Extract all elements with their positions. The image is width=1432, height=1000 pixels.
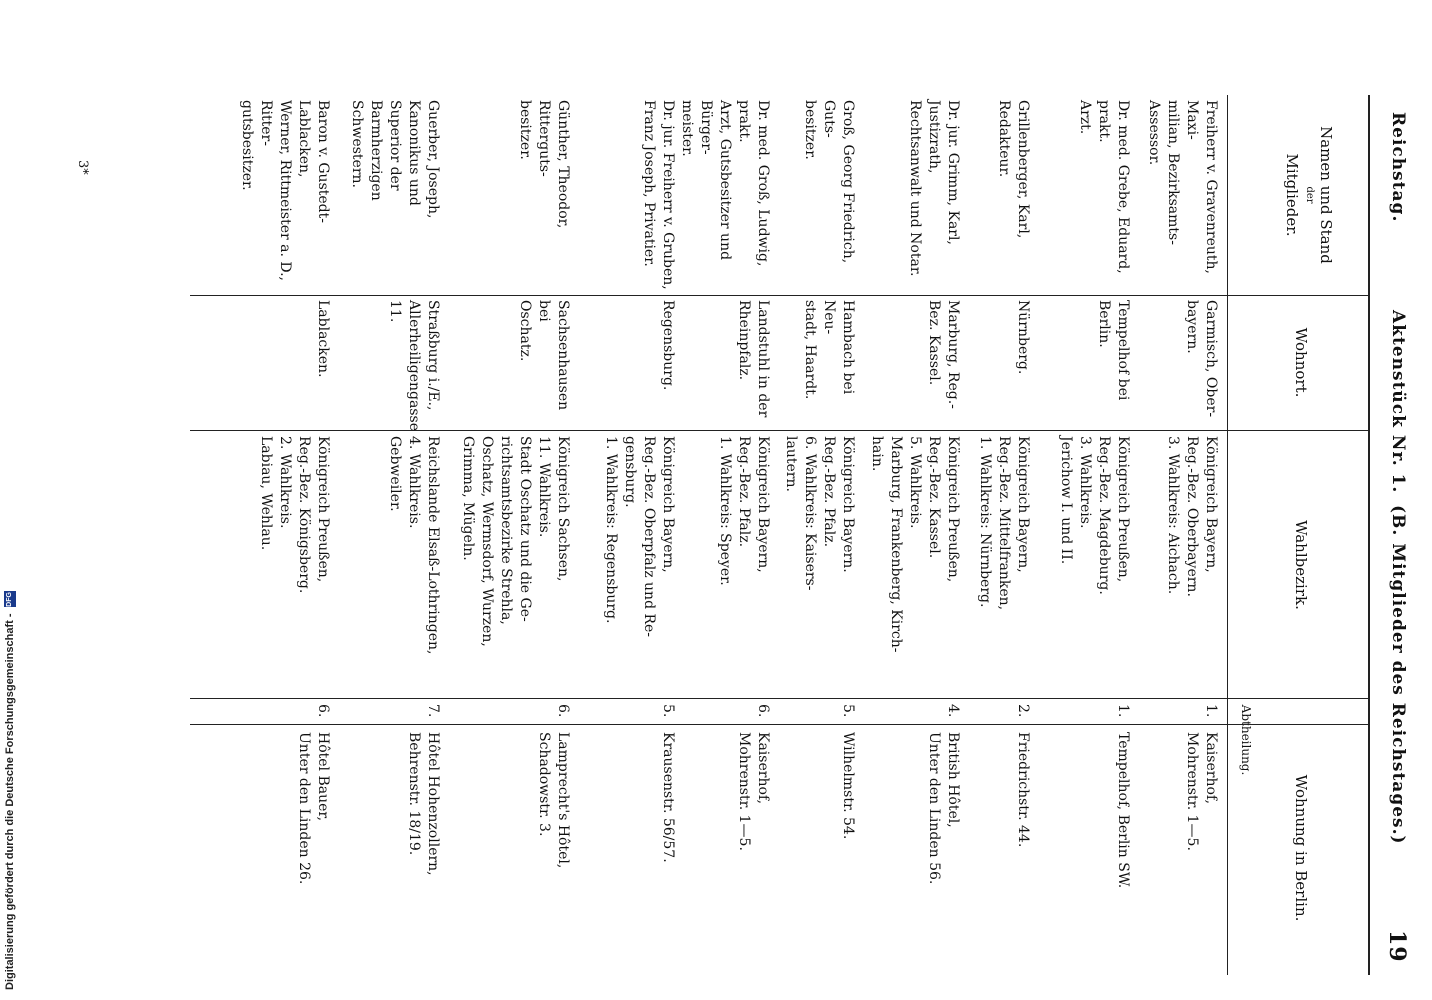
row-5-wahlbezirk: Königreich Bayern. Reg.-Bez. Pfalz. 6. Wahlkreis: Kaisers- lautern. <box>783 436 856 591</box>
column-divider <box>190 698 1370 699</box>
row-9-wohnung: Hôtel Hohenzollern, Behrenstr. 18/19. <box>406 732 441 876</box>
row-4-name: Dr. jur. Grimm, Karl, Justizrath, Rechtsanwalt und Notar. <box>907 100 961 277</box>
row-3-wohnort: Nürnberg. <box>1015 300 1031 375</box>
row-7-wohnort: Regensburg. <box>660 300 676 391</box>
row-6-name: Dr. med. Groß, Ludwig, prakt. Arzt, Gutsbesitzer und Bürger- meister. <box>679 100 771 267</box>
row-6-wahlbezirk: Königreich Bayern, Reg.-Bez. Pfalz. 1. Wahlkreis: Speyer. <box>717 436 771 586</box>
row-1-abtheilung: 1. <box>1203 704 1219 718</box>
row-10-wahlbezirk: Königreich Preußen, Reg.-Bez. Königsberg. 2. Wahlkreis. Labiau, Wehlau. <box>258 436 331 594</box>
row-1-wahlbezirk: Königreich Bayern, Reg.-Bez. Oberbayern. 3. Wahlkreis: Aichach. <box>1165 436 1219 597</box>
row-1-name: Freiherr v. Gravenreuth, Maxi- milian, Bezirksamts-Assessor. <box>1146 100 1219 274</box>
row-10-wohnort: Lablacken. <box>315 300 331 378</box>
row-9-abtheilung: 7. <box>425 704 441 718</box>
row-7-name: Dr. jur. Freiherr v. Gruben, Franz Joseph, Privatier. <box>641 100 676 290</box>
row-2-abtheilung: 1. <box>1115 704 1131 718</box>
row-4-wohnung: British Hôtel, Unter den Linden 56. <box>926 732 961 885</box>
digitization-note: Digitalisierung gefördert durch die Deutsche Forschungsgemeinschaft - DFG <box>4 592 16 990</box>
column-divider <box>190 430 1370 431</box>
row-2-wohnort: Tempelhof bei Berlin. <box>1096 300 1131 401</box>
column-head-wohnort: Wohnort. <box>1292 327 1310 398</box>
row-3-name: Grillenberger, Karl, Redakteur. <box>996 100 1031 239</box>
row-8-abtheilung: 6. <box>555 704 571 718</box>
header-middle: Aktenstück Nr. 1. <box>1388 310 1408 494</box>
column-head-name: Namen und Stand der Mitglieder. <box>1283 126 1335 264</box>
row-3-abtheilung: 2. <box>1015 704 1031 718</box>
column-head-wahlbezirk: Wahlbezirk. <box>1292 520 1310 610</box>
row-8-wohnung: Lamprecht's Hôtel, Schadowstr. 3. <box>536 732 571 869</box>
row-4-abtheilung: 4. <box>945 704 961 718</box>
column-divider <box>190 295 1370 296</box>
row-7-wahlbezirk: Königreich Bayern, Reg.-Bez. Oberpfalz und Re- gensburg. 1. Wahlkreis: Regensburg. <box>603 436 676 638</box>
row-8-wohnort: Sachsenhausen bei Oschatz. <box>517 300 571 411</box>
page-number: 19 <box>1384 930 1410 963</box>
row-1-wohnort: Garmisch, Ober- bayern. <box>1184 300 1219 418</box>
row-5-wohnort: Hambach bei Neu- stadt, Haardt. <box>802 300 856 400</box>
row-1-wohnung: Kaiserhof, Mohrenstr. 1—5. <box>1184 732 1219 851</box>
row-5-wohnung: Wilhelmstr. 54. <box>840 732 856 840</box>
header-rule <box>1368 95 1370 975</box>
row-2-name: Dr. med. Grebe, Eduard, prakt. Arzt. <box>1077 100 1131 274</box>
header-right: (B. Mitglieder des Reichstages.) <box>1388 505 1408 845</box>
row-5-name: Groß, Georg Friedrich, Guts- besitzer. <box>802 100 856 264</box>
signature-mark: 3* <box>75 160 90 175</box>
row-9-wohnort: Straßburg i./E., Allerheiligengasse 11. <box>387 300 441 432</box>
row-2-wahlbezirk: Königreich Preußen, Reg.-Bez. Magdeburg. 3. Wahlkreis. Jerichow I. und II. <box>1058 436 1131 595</box>
row-7-abtheilung: 5. <box>660 704 676 718</box>
column-head-rule <box>1227 95 1228 975</box>
row-3-wohnung: Friedrichstr. 44. <box>1015 732 1031 848</box>
column-divider <box>190 724 1370 725</box>
row-10-name: Baron v. Gustedt-Lablacken, Werner, Rittmeister a. D., Ritter- gutsbesitzer. <box>239 100 331 282</box>
header-left: Reichstag. <box>1388 112 1408 223</box>
row-9-name: Guerber, Joseph, Kanonikus und Superior der Barmherzigen Schwestern. <box>349 100 441 219</box>
column-head-abtheilung: Abtheilung. <box>1239 704 1253 776</box>
row-4-wohnort: Marburg, Reg.- Bez. Kassel. <box>926 300 961 409</box>
dfg-logo: DFG <box>4 591 16 607</box>
row-8-name: Günther, Theodor, Ritterguts- besitzer. <box>517 100 571 229</box>
row-6-wohnort: Landstuhl in der Rheinpfalz. <box>736 300 771 418</box>
running-header <box>1374 0 1414 1000</box>
row-2-wohnung: Tempelhof, Berlin SW. <box>1115 732 1131 889</box>
row-8-wahlbezirk: Königreich Sachsen, 11. Wahlkreis. Stadt Oschatz und die Ge- richtsamtsbezirke Strehla, Oschatz, Wermsdorf, Wurzen, Grimma, Mügeln. <box>460 436 571 647</box>
row-10-wohnung: Hôtel Bauer, Unter den Linden 26. <box>296 732 331 885</box>
column-head-wohnung: Wohnung in Berlin. <box>1292 774 1310 922</box>
row-6-abtheilung: 6. <box>755 704 771 718</box>
row-4-wahlbezirk: Königreich Preußen, Reg.-Bez. Kassel. 5. Wahlkreis. Marburg, Frankenberg, Kirch- hain. <box>869 436 961 653</box>
row-9-wahlbezirk: Reichslande Elsaß-Lothringen, 4. Wahlkreis. Gebweiler. <box>387 436 441 655</box>
row-10-abtheilung: 6. <box>315 704 331 718</box>
row-6-wohnung: Kaiserhof, Mohrenstr. 1—5. <box>736 732 771 851</box>
row-3-wahlbezirk: Königreich Bayern, Reg.-Bez. Mittelfranken, 1. Wahlkreis: Nürnberg. <box>977 436 1031 611</box>
row-7-wohnung: Krausenstr. 56/57. <box>660 732 676 863</box>
row-5-abtheilung: 5. <box>840 704 856 718</box>
